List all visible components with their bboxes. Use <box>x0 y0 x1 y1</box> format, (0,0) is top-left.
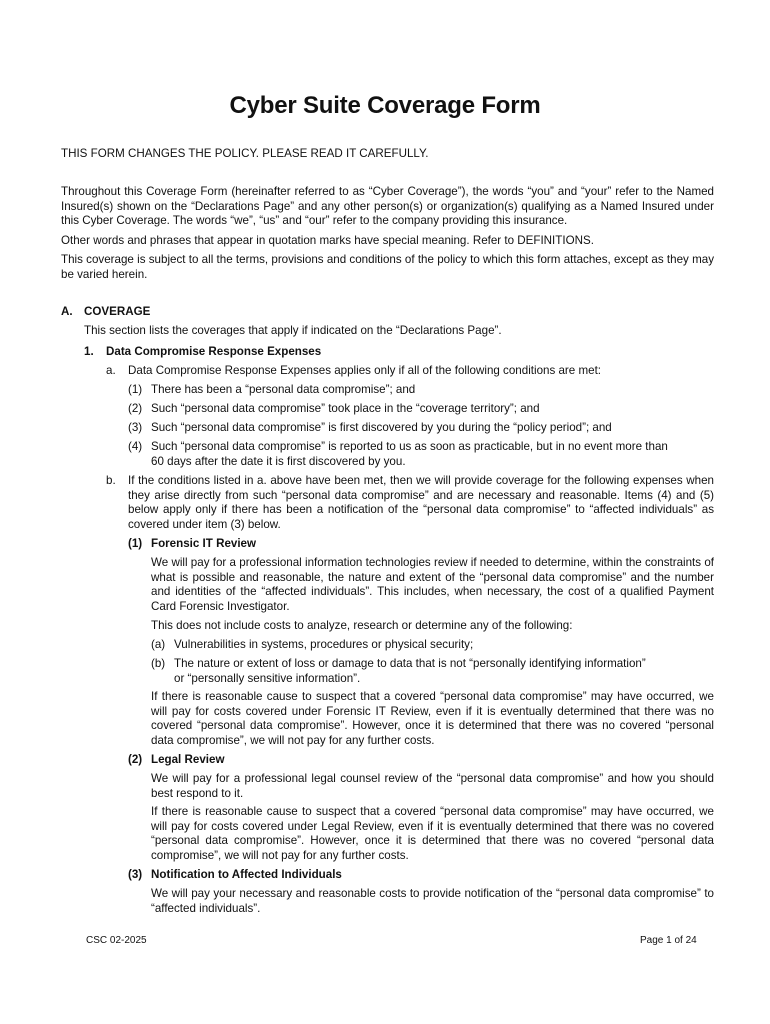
item-a-letter: a. <box>106 364 116 377</box>
legal-number: (2) <box>128 753 143 766</box>
item-1-number: 1. <box>84 345 94 358</box>
condition-number: (4) <box>128 440 143 453</box>
condition-number: (2) <box>128 402 143 415</box>
condition-text: Such “personal data compromise” is reported to us as soon as practicable, but in no event more than 60 days after the date it is first discovered by you. <box>151 440 668 468</box>
item-b-text: If the conditions listed in a. above have been met, then we will provide coverage for the following expenses when they arise directly from such “personal data compromise” and are necessary and reasonable. Items (4) and (5) below apply only if there has been a notification of the “personal data compromise” to “affected individuals” as covered under item (3) below. <box>128 474 714 531</box>
condition-text: Such “personal data compromise” is first discovered by you during the “policy period”; and <box>151 421 612 434</box>
intro-subject-note: This coverage is subject to all the terms, provisions and conditions of the policy to which this form attaches, except as they may be varied herein. <box>61 253 714 281</box>
condition-text: Such “personal data compromise” took place in the “coverage territory”; and <box>151 402 540 415</box>
condition-text: There has been a “personal data compromise”; and <box>151 383 416 396</box>
page-number: Page 1 of 24 <box>640 935 697 946</box>
intro-paragraph: Throughout this Coverage Form (hereinafter referred to as “Cyber Coverage”), the words “you” and “your” refer to the Named Insured(s) shown on the “Declarations Page” and any other person(s) or organization(s) qualifying as a Named Insured under this Cyber Coverage. The words “we”, “us” and “our” refer to the company providing this insurance. <box>61 185 714 228</box>
section-a-letter: A. <box>61 305 73 318</box>
notification-heading: Notification to Affected Individuals <box>151 868 342 881</box>
item-b-letter: b. <box>106 474 116 487</box>
condition-number: (1) <box>128 383 143 396</box>
item-a-text: Data Compromise Response Expenses applies only if all of the following conditions are met: <box>128 364 602 377</box>
notification-number: (3) <box>128 868 143 881</box>
section-a-text: This section lists the coverages that apply if indicated on the “Declarations Page”. <box>84 324 502 337</box>
page-title: Cyber Suite Coverage Form <box>229 92 541 119</box>
forensic-number: (1) <box>128 537 143 550</box>
condition-number: (3) <box>128 421 143 434</box>
legal-suspicion-paragraph: If there is reasonable cause to suspect that a covered “personal data compromise” may have occurred, we will pay for costs covered under Legal Review, even if it is eventually determined that there was no covered “personal data compromise”. However, once it is determined that there was no covered “personal data compromise”, we will not pay for any further costs. <box>151 805 714 862</box>
notification-paragraph: We will pay your necessary and reasonable costs to provide notification of the “personal data compromise” to “affected individuals”. <box>151 887 714 915</box>
exclusion-text: Vulnerabilities in systems, procedures or physical security; <box>174 638 474 651</box>
forensic-suspicion-paragraph: If there is reasonable cause to suspect that a covered “personal data compromise” may have occurred, we will pay for costs covered under Forensic IT Review, even if it is eventually determined that there was no covered “personal data compromise”. However, once it is determined that there was no covered “personal data compromise”, we will not pay for any further costs. <box>151 690 714 747</box>
exclusion-number: (b) <box>151 657 166 670</box>
section-a-heading: COVERAGE <box>84 305 151 318</box>
exclusion-text: The nature or extent of loss or damage to data that is not “personally identifying information” or “personally sensitive information”. <box>174 657 646 685</box>
legal-paragraph: We will pay for a professional legal counsel review of the “personal data compromise” and how you should best respond to it. <box>151 772 714 800</box>
forensic-paragraph: We will pay for a professional information technologies review if needed to determine, within the constraints of what is possible and reasonable, the nature and extent of the “personal data compromise” and the number and identities of the “affected individuals”. This includes, when necessary, the cost of a qualified Payment Card Forensic Investigator. <box>151 556 714 613</box>
forensic-exclusion-intro: This does not include costs to analyze, research or determine any of the following: <box>151 619 573 632</box>
intro-definitions-note: Other words and phrases that appear in quotation marks have special meaning. Refer to DEFINITIONS. <box>61 234 594 247</box>
form-number: CSC 02-2025 <box>86 935 147 946</box>
exclusion-number: (a) <box>151 638 166 651</box>
notice-text: THIS FORM CHANGES THE POLICY. PLEASE READ IT CAREFULLY. <box>61 147 429 160</box>
forensic-heading: Forensic IT Review <box>151 537 257 550</box>
legal-heading: Legal Review <box>151 753 225 766</box>
item-1-heading: Data Compromise Response Expenses <box>106 345 322 358</box>
